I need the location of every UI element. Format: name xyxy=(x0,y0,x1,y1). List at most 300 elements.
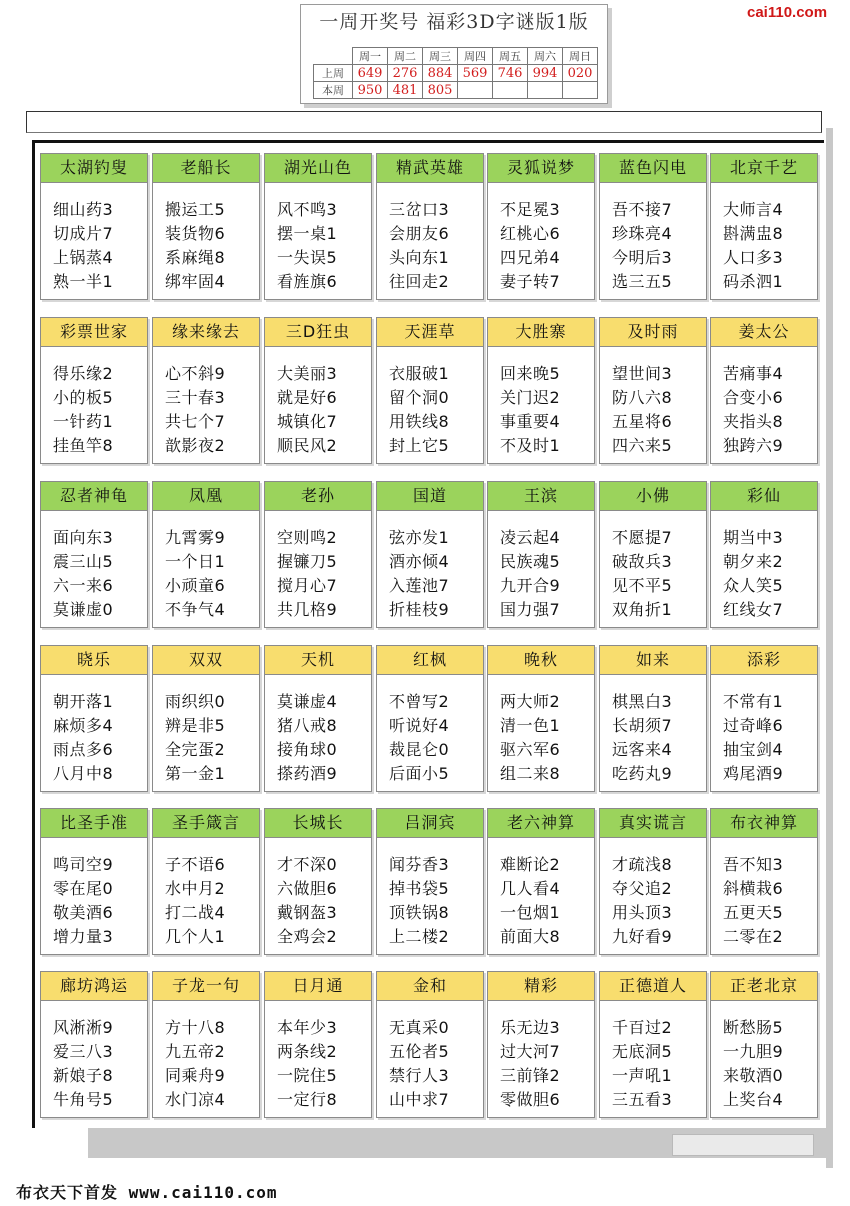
riddle-card xyxy=(710,153,818,300)
card-title: 大胜寨 xyxy=(488,318,594,347)
riddle-line: 子不语6 xyxy=(165,855,226,874)
riddle-line: 水门凉4 xyxy=(165,1090,226,1109)
card-title: 长城长 xyxy=(265,809,371,838)
riddle-card xyxy=(599,808,707,955)
riddle-line: 戴钢盔3 xyxy=(277,903,338,922)
riddle-line: 斜横栽6 xyxy=(723,879,784,898)
riddle-line: 无底洞5 xyxy=(612,1042,673,1061)
riddle-line: 增力量3 xyxy=(53,927,114,946)
riddle-line: 回来晚5 xyxy=(500,364,561,383)
riddle-line: 会朋友6 xyxy=(389,224,450,243)
riddle-line: 裁昆仑0 xyxy=(389,740,450,759)
day-header: 周六 xyxy=(528,48,563,65)
riddle-card xyxy=(710,971,818,1118)
card-lines xyxy=(377,511,483,622)
riddle-line: 国力强7 xyxy=(500,600,561,619)
riddle-card xyxy=(487,645,595,792)
day-header: 周二 xyxy=(388,48,423,65)
riddle-line: 小的板5 xyxy=(53,388,114,407)
riddle-line: 三岔口3 xyxy=(389,200,450,219)
riddle-line: 朝开落1 xyxy=(53,692,114,711)
riddle-card xyxy=(599,317,707,464)
riddle-line: 辨是非5 xyxy=(165,716,226,735)
riddle-line: 过大河7 xyxy=(500,1042,561,1061)
card-lines xyxy=(377,675,483,786)
riddle-card xyxy=(487,317,595,464)
riddle-line: 吾不知3 xyxy=(723,855,784,874)
riddle-line: 零在尾0 xyxy=(53,879,114,898)
card-title: 北京千艺 xyxy=(711,154,817,183)
riddle-line: 第一金1 xyxy=(165,764,226,783)
riddle-line: 一院住5 xyxy=(277,1066,338,1085)
riddle-line: 几个人1 xyxy=(165,927,226,946)
riddle-line: 朝夕来2 xyxy=(723,552,784,571)
card-title: 王滨 xyxy=(488,482,594,511)
riddle-line: 一包烟1 xyxy=(500,903,561,922)
page-title: 一周开奖号 福彩3D字谜版1版 xyxy=(319,11,589,33)
card-lines xyxy=(711,675,817,786)
card-title: 添彩 xyxy=(711,646,817,675)
card-lines xyxy=(600,183,706,294)
card-title: 双双 xyxy=(153,646,259,675)
riddle-line: 全完蛋2 xyxy=(165,740,226,759)
table-row xyxy=(314,82,598,99)
riddle-line: 前面大8 xyxy=(500,927,561,946)
riddle-line: 人口多3 xyxy=(723,248,784,267)
card-title: 正德道人 xyxy=(600,972,706,1001)
card-title: 缘来缘去 xyxy=(153,318,259,347)
card-title: 日月通 xyxy=(265,972,371,1001)
riddle-line: 禁行人3 xyxy=(389,1066,450,1085)
card-lines xyxy=(711,347,817,458)
card-title: 廊坊鸿运 xyxy=(41,972,147,1001)
riddle-line: 用铁线8 xyxy=(389,412,450,431)
card-lines xyxy=(600,347,706,458)
table-header-row xyxy=(314,48,598,65)
card-lines xyxy=(153,675,259,786)
riddle-card xyxy=(376,481,484,628)
riddle-line: 九五帝2 xyxy=(165,1042,226,1061)
riddle-line: 麻烦多4 xyxy=(53,716,114,735)
riddle-line: 搅月心7 xyxy=(277,576,338,595)
riddle-line: 夺父追2 xyxy=(612,879,673,898)
riddle-line: 吾不接7 xyxy=(612,200,673,219)
card-lines xyxy=(377,183,483,294)
draw-results-table xyxy=(313,47,598,99)
riddle-line: 清一色1 xyxy=(500,716,561,735)
riddle-line: 一九胆9 xyxy=(723,1042,784,1061)
day-header: 周五 xyxy=(493,48,528,65)
riddle-line: 三前锋2 xyxy=(500,1066,561,1085)
card-title: 老船长 xyxy=(153,154,259,183)
riddle-card xyxy=(264,317,372,464)
riddle-line: 九霄雾9 xyxy=(165,528,226,547)
riddle-card xyxy=(40,481,148,628)
riddle-line: 雨织织0 xyxy=(165,692,226,711)
card-lines xyxy=(488,675,594,786)
riddle-line: 六做胆6 xyxy=(277,879,338,898)
card-lines xyxy=(41,183,147,294)
draw-number: 950 xyxy=(353,82,388,99)
riddle-line: 五伦者5 xyxy=(389,1042,450,1061)
riddle-line: 红桃心6 xyxy=(500,224,561,243)
riddle-line: 掉书袋5 xyxy=(389,879,450,898)
riddle-line: 顺民风2 xyxy=(277,436,338,455)
riddle-line: 不足冕3 xyxy=(500,200,561,219)
riddle-line: 关门迟2 xyxy=(500,388,561,407)
day-header: 周四 xyxy=(458,48,493,65)
riddle-line: 上奖台4 xyxy=(723,1090,784,1109)
riddle-line: 震三山5 xyxy=(53,552,114,571)
riddle-line: 五更天5 xyxy=(723,903,784,922)
row-label: 本周 xyxy=(314,82,353,99)
riddle-line: 风不鸣3 xyxy=(277,200,338,219)
riddle-card xyxy=(264,153,372,300)
card-title: 忍者神龟 xyxy=(41,482,147,511)
riddle-line: 上二楼2 xyxy=(389,927,450,946)
riddle-card xyxy=(376,971,484,1118)
card-lines xyxy=(265,347,371,458)
card-title: 正老北京 xyxy=(711,972,817,1001)
card-title: 湖光山色 xyxy=(265,154,371,183)
riddle-card xyxy=(376,153,484,300)
table-row xyxy=(314,65,598,82)
card-lines xyxy=(41,675,147,786)
riddle-line: 闻芬香3 xyxy=(389,855,450,874)
riddle-card xyxy=(264,645,372,792)
riddle-line: 不常有1 xyxy=(723,692,784,711)
riddle-line: 鸣司空9 xyxy=(53,855,114,874)
riddle-line: 牛角号5 xyxy=(53,1090,114,1109)
riddle-line: 合变小6 xyxy=(723,388,784,407)
riddle-card xyxy=(264,808,372,955)
page-shadow-box xyxy=(672,1134,814,1156)
footer-credit: 布衣天下首发 www.cai110.com xyxy=(16,1183,278,1202)
riddle-line: 独跨六9 xyxy=(723,436,784,455)
riddle-line: 二零在2 xyxy=(723,927,784,946)
riddle-line: 红线女7 xyxy=(723,600,784,619)
riddle-line: 弦亦发1 xyxy=(389,528,450,547)
draw-number xyxy=(528,82,563,99)
riddle-line: 城镇化7 xyxy=(277,412,338,431)
card-lines xyxy=(377,347,483,458)
riddle-line: 难断论2 xyxy=(500,855,561,874)
riddle-line: 斟满盅8 xyxy=(723,224,784,243)
riddle-card xyxy=(40,808,148,955)
riddle-line: 见不平5 xyxy=(612,576,673,595)
riddle-card xyxy=(152,971,260,1118)
riddle-line: 得乐缘2 xyxy=(53,364,114,383)
riddle-line: 众人笑5 xyxy=(723,576,784,595)
riddle-line: 歆影夜2 xyxy=(165,436,226,455)
card-title: 姜太公 xyxy=(711,318,817,347)
card-lines xyxy=(265,838,371,949)
card-lines xyxy=(265,511,371,622)
riddle-line: 不愿提7 xyxy=(612,528,673,547)
riddle-line: 断愁肠5 xyxy=(723,1018,784,1037)
riddle-card xyxy=(40,153,148,300)
card-lines xyxy=(600,1001,706,1112)
card-lines xyxy=(488,511,594,622)
riddle-line: 入莲池7 xyxy=(389,576,450,595)
riddle-line: 组二来8 xyxy=(500,764,561,783)
draw-number xyxy=(493,82,528,99)
card-title: 蓝色闪电 xyxy=(600,154,706,183)
riddle-line: 莫谦虚0 xyxy=(53,600,114,619)
card-lines xyxy=(41,511,147,622)
riddle-card xyxy=(376,645,484,792)
riddle-line: 雨点多6 xyxy=(53,740,114,759)
riddle-line: 衣服破1 xyxy=(389,364,450,383)
riddle-card xyxy=(710,645,818,792)
riddle-grid xyxy=(32,140,824,1128)
card-title: 老六神算 xyxy=(488,809,594,838)
riddle-line: 敬美酒6 xyxy=(53,903,114,922)
card-lines xyxy=(600,675,706,786)
riddle-line: 九开合9 xyxy=(500,576,561,595)
riddle-line: 同乘舟9 xyxy=(165,1066,226,1085)
riddle-line: 细山药3 xyxy=(53,200,114,219)
brand-logo[interactable]: cai110.com xyxy=(747,4,828,21)
riddle-line: 望世间3 xyxy=(612,364,673,383)
card-lines xyxy=(41,838,147,949)
riddle-line: 凌云起4 xyxy=(500,528,561,547)
riddle-line: 驱六军6 xyxy=(500,740,561,759)
riddle-line: 今明后3 xyxy=(612,248,673,267)
riddle-line: 爱三八3 xyxy=(53,1042,114,1061)
card-lines xyxy=(153,183,259,294)
riddle-card xyxy=(599,971,707,1118)
draw-number: 805 xyxy=(423,82,458,99)
card-title: 圣手箴言 xyxy=(153,809,259,838)
draw-number xyxy=(563,82,598,99)
card-title: 金和 xyxy=(377,972,483,1001)
card-title: 老孙 xyxy=(265,482,371,511)
riddle-line: 零做胆6 xyxy=(500,1090,561,1109)
card-title: 灵狐说梦 xyxy=(488,154,594,183)
card-lines xyxy=(488,347,594,458)
riddle-card xyxy=(599,153,707,300)
riddle-line: 熟一半1 xyxy=(53,272,114,291)
riddle-card xyxy=(487,808,595,955)
riddle-card xyxy=(40,317,148,464)
card-title: 三D狂虫 xyxy=(265,318,371,347)
riddle-line: 三十春3 xyxy=(165,388,226,407)
riddle-line: 顶铁锅8 xyxy=(389,903,450,922)
card-lines xyxy=(153,838,259,949)
table-corner xyxy=(314,48,353,65)
riddle-line: 六一来6 xyxy=(53,576,114,595)
card-lines xyxy=(488,838,594,949)
draw-results-panel xyxy=(300,4,608,104)
card-lines xyxy=(711,1001,817,1112)
riddle-line: 不曾写2 xyxy=(389,692,450,711)
riddle-line: 码杀泗1 xyxy=(723,272,784,291)
card-title: 晓乐 xyxy=(41,646,147,675)
riddle-line: 一个日1 xyxy=(165,552,226,571)
riddle-line: 封上它5 xyxy=(389,436,450,455)
card-lines xyxy=(153,347,259,458)
riddle-line: 不及时1 xyxy=(500,436,561,455)
card-title: 天涯草 xyxy=(377,318,483,347)
card-lines xyxy=(711,183,817,294)
card-lines xyxy=(711,838,817,949)
row-label: 上周 xyxy=(314,65,353,82)
riddle-line: 就是好6 xyxy=(277,388,338,407)
card-lines xyxy=(600,511,706,622)
riddle-line: 长胡须7 xyxy=(612,716,673,735)
card-title: 太湖钓叟 xyxy=(41,154,147,183)
riddle-line: 过奇峰6 xyxy=(723,716,784,735)
riddle-line: 选三五5 xyxy=(612,272,673,291)
riddle-card xyxy=(40,645,148,792)
card-title: 精武英雄 xyxy=(377,154,483,183)
riddle-line: 上锅蒸4 xyxy=(53,248,114,267)
riddle-line: 握镰刀5 xyxy=(277,552,338,571)
riddle-line: 用头顶3 xyxy=(612,903,673,922)
riddle-line: 搽药酒9 xyxy=(277,764,338,783)
riddle-line: 吃药丸9 xyxy=(612,764,673,783)
riddle-line: 大师言4 xyxy=(723,200,784,219)
riddle-line: 挂鱼竿8 xyxy=(53,436,114,455)
riddle-line: 听说好4 xyxy=(389,716,450,735)
riddle-line: 八月中8 xyxy=(53,764,114,783)
card-lines xyxy=(600,838,706,949)
riddle-line: 一声吼1 xyxy=(612,1066,673,1085)
card-title: 晚秋 xyxy=(488,646,594,675)
riddle-card xyxy=(599,645,707,792)
riddle-line: 一失误5 xyxy=(277,248,338,267)
riddle-card xyxy=(487,971,595,1118)
riddle-line: 妻子转7 xyxy=(500,272,561,291)
day-header: 周日 xyxy=(563,48,598,65)
riddle-line: 双角折1 xyxy=(612,600,673,619)
riddle-card xyxy=(264,971,372,1118)
riddle-card xyxy=(599,481,707,628)
riddle-line: 一针药1 xyxy=(53,412,114,431)
draw-number: 020 xyxy=(563,65,598,82)
riddle-card xyxy=(710,808,818,955)
card-title: 真实谎言 xyxy=(600,809,706,838)
riddle-card xyxy=(376,317,484,464)
card-title: 小佛 xyxy=(600,482,706,511)
draw-number: 569 xyxy=(458,65,493,82)
riddle-line: 远客来4 xyxy=(612,740,673,759)
riddle-card xyxy=(710,481,818,628)
riddle-line: 本年少3 xyxy=(277,1018,338,1037)
riddle-line: 小顽童6 xyxy=(165,576,226,595)
riddle-card xyxy=(264,481,372,628)
card-lines xyxy=(153,1001,259,1112)
riddle-line: 事重要4 xyxy=(500,412,561,431)
riddle-line: 一定行8 xyxy=(277,1090,338,1109)
riddle-line: 摆一桌1 xyxy=(277,224,338,243)
riddle-line: 苦痛事4 xyxy=(723,364,784,383)
riddle-line: 三五看3 xyxy=(612,1090,673,1109)
card-title: 吕洞宾 xyxy=(377,809,483,838)
card-lines xyxy=(488,183,594,294)
riddle-line: 心不斜9 xyxy=(165,364,226,383)
riddle-line: 来敬酒0 xyxy=(723,1066,784,1085)
riddle-line: 猪八戒8 xyxy=(277,716,338,735)
day-header: 周三 xyxy=(423,48,458,65)
card-title: 布衣神算 xyxy=(711,809,817,838)
card-lines xyxy=(41,1001,147,1112)
riddle-line: 往回走2 xyxy=(389,272,450,291)
riddle-line: 鸡尾酒9 xyxy=(723,764,784,783)
card-lines xyxy=(265,183,371,294)
card-title: 红枫 xyxy=(377,646,483,675)
riddle-line: 两大师2 xyxy=(500,692,561,711)
riddle-line: 才不深0 xyxy=(277,855,338,874)
card-lines xyxy=(41,347,147,458)
card-title: 比圣手准 xyxy=(41,809,147,838)
card-title: 国道 xyxy=(377,482,483,511)
riddle-line: 山中求7 xyxy=(389,1090,450,1109)
draw-number: 276 xyxy=(388,65,423,82)
riddle-card xyxy=(152,317,260,464)
riddle-line: 民族魂5 xyxy=(500,552,561,571)
riddle-line: 打二战4 xyxy=(165,903,226,922)
riddle-line: 破敌兵3 xyxy=(612,552,673,571)
riddle-line: 防八六8 xyxy=(612,388,673,407)
card-lines xyxy=(377,1001,483,1112)
riddle-line: 留个洞0 xyxy=(389,388,450,407)
riddle-line: 共七个7 xyxy=(165,412,226,431)
riddle-line: 方十八8 xyxy=(165,1018,226,1037)
card-title: 天机 xyxy=(265,646,371,675)
draw-number xyxy=(458,82,493,99)
riddle-line: 几人看4 xyxy=(500,879,561,898)
riddle-line: 系麻绳8 xyxy=(165,248,226,267)
card-lines xyxy=(488,1001,594,1112)
riddle-line: 切成片7 xyxy=(53,224,114,243)
riddle-line: 莫谦虚4 xyxy=(277,692,338,711)
riddle-line: 千百过2 xyxy=(612,1018,673,1037)
card-title: 凤凰 xyxy=(153,482,259,511)
riddle-line: 全鸡会2 xyxy=(277,927,338,946)
riddle-card xyxy=(487,153,595,300)
card-lines xyxy=(153,511,259,622)
riddle-card xyxy=(152,481,260,628)
page-shadow-right xyxy=(826,128,833,1168)
riddle-line: 空则鸣2 xyxy=(277,528,338,547)
riddle-line: 期当中3 xyxy=(723,528,784,547)
riddle-line: 抽宝剑4 xyxy=(723,740,784,759)
riddle-line: 搬运工5 xyxy=(165,200,226,219)
riddle-line: 折桂枝9 xyxy=(389,600,450,619)
card-title: 精彩 xyxy=(488,972,594,1001)
day-header: 周一 xyxy=(353,48,388,65)
draw-number: 746 xyxy=(493,65,528,82)
riddle-line: 看旌旗6 xyxy=(277,272,338,291)
riddle-line: 头向东1 xyxy=(389,248,450,267)
riddle-line: 装货物6 xyxy=(165,224,226,243)
riddle-card xyxy=(487,481,595,628)
riddle-line: 接角球0 xyxy=(277,740,338,759)
card-lines xyxy=(265,1001,371,1112)
card-lines xyxy=(265,675,371,786)
riddle-card xyxy=(376,808,484,955)
draw-number: 649 xyxy=(353,65,388,82)
riddle-card xyxy=(152,645,260,792)
riddle-card xyxy=(152,808,260,955)
card-title: 及时雨 xyxy=(600,318,706,347)
riddle-line: 五星将6 xyxy=(612,412,673,431)
riddle-line: 珍珠亮4 xyxy=(612,224,673,243)
card-lines xyxy=(377,838,483,949)
riddle-line: 棋黑白3 xyxy=(612,692,673,711)
